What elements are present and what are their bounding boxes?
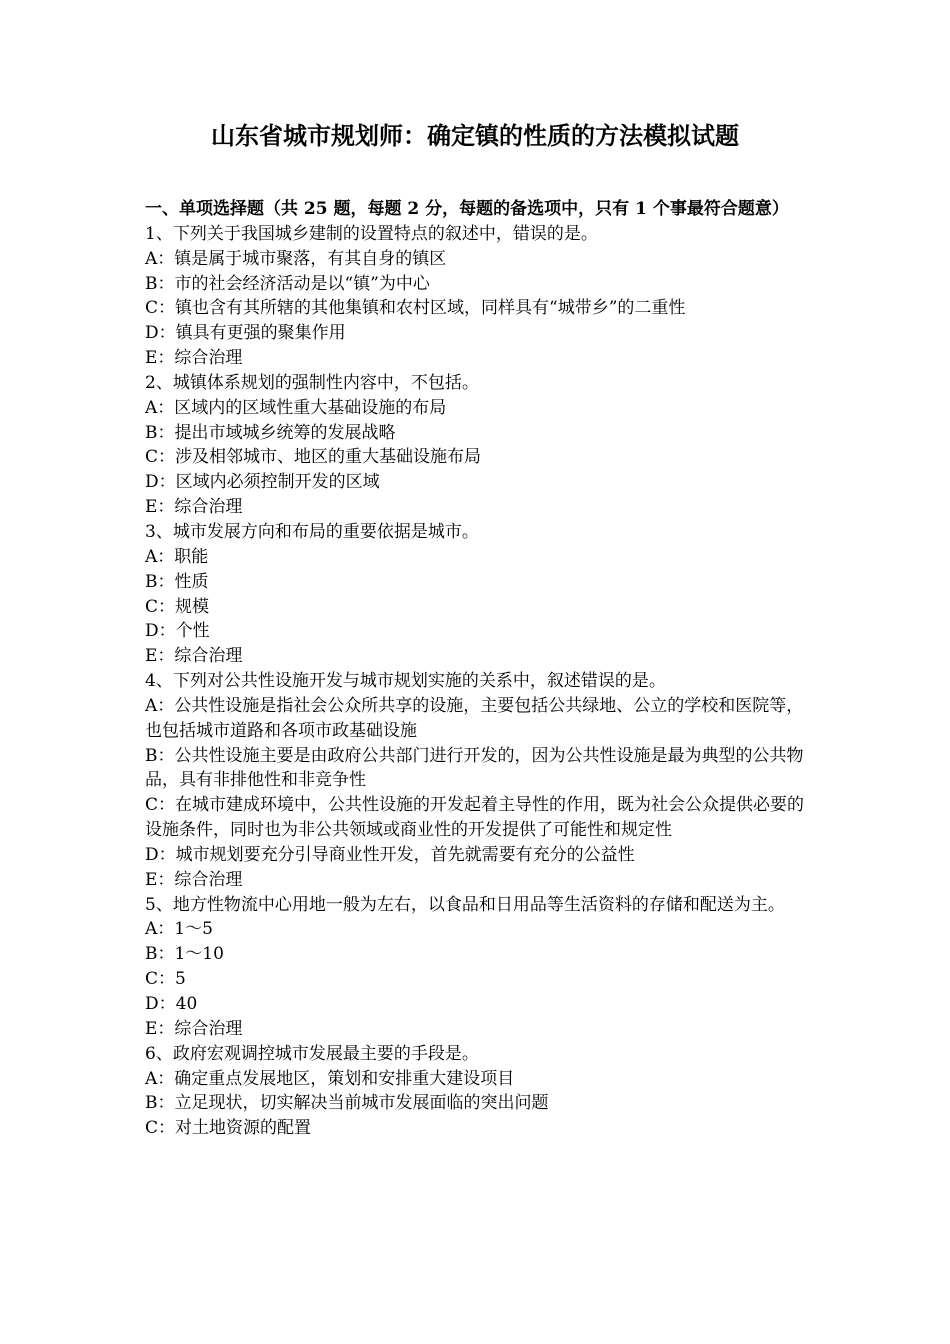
question-text: 1、下列关于我国城乡建制的设置特点的叙述中，错误的是。 (145, 223, 598, 244)
document-body (145, 197, 813, 1141)
option-e: E：综合治理 (145, 348, 243, 369)
option-a: A：确定重点发展地区，策划和安排重大建设项目 (145, 1068, 515, 1089)
option-a: A：1～5 (145, 919, 213, 940)
option-c: C：涉及相邻城市、地区的重大基础设施布局 (145, 447, 482, 468)
question-text: 5、地方性物流中心用地一般为左右，以食品和日用品等生活资料的存储和配送为主。 (145, 894, 785, 915)
question-4 (145, 669, 813, 893)
question-2 (145, 371, 813, 520)
question-5 (145, 893, 813, 1042)
option-b: B：市的社会经济活动是以“镇”为中心 (145, 273, 430, 294)
option-a: A：职能 (145, 546, 209, 567)
option-b: B：公共性设施主要是由政府公共部门进行开发的，因为公共性设施是最为典型的公共物品，具有非排他性和非竞争性 (145, 745, 804, 791)
option-b: B：提出市域城乡统筹的发展战略 (145, 422, 396, 443)
option-a: A：区域内的区域性重大基础设施的布局 (145, 397, 447, 418)
option-b: B：1～10 (145, 944, 224, 965)
option-c: C：对土地资源的配置 (145, 1118, 312, 1139)
option-d: D：城市规划要充分引导商业性开发，首先就需要有充分的公益性 (145, 844, 635, 865)
option-a: A：镇是属于城市聚落，有其自身的镇区 (145, 248, 447, 269)
option-c: C：规模 (145, 596, 210, 617)
option-e: E：综合治理 (145, 1018, 243, 1039)
option-a: A：公共性设施是指社会公众所共享的设施，主要包括公共绿地、公立的学校和医院等，也包括城市道路和各项市政基础设施 (145, 695, 804, 741)
option-c: C：在城市建成环境中，公共性设施的开发起着主导性的作用，既为社会公众提供必要的设施条件，同时也为非公共领域或商业性的开发提供了可能性和规定性 (145, 795, 805, 841)
question-text: 4、下列对公共性设施开发与城市规划实施的关系中，叙述错误的是。 (145, 671, 666, 692)
option-d: D：个性 (145, 621, 210, 642)
question-6 (145, 1042, 813, 1141)
option-d: D：40 (145, 994, 198, 1014)
option-c: C：镇也含有其所辖的其他集镇和农村区域，同样具有“城带乡”的二重性 (145, 298, 686, 319)
question-1 (145, 222, 813, 371)
option-c: C：5 (145, 969, 186, 990)
option-e: E：综合治理 (145, 646, 243, 667)
option-d: D：镇具有更强的聚集作用 (145, 323, 346, 344)
question-text: 3、城市发展方向和布局的重要依据是城市。 (145, 521, 479, 542)
page-title: 山东省城市规划师：确定镇的性质的方法模拟试题 (211, 121, 739, 150)
option-e: E：综合治理 (145, 869, 243, 890)
section-heading: 一、单项选择题（共 25 题，每题 2 分，每题的备选项中，只有 1 个事最符合题意） (145, 199, 789, 219)
option-b: B：性质 (145, 571, 209, 592)
option-e: E：综合治理 (145, 497, 243, 518)
question-text: 6、政府宏观调控城市发展最主要的手段是。 (145, 1043, 479, 1064)
question-text: 2、城镇体系规划的强制性内容中，不包括。 (145, 372, 479, 393)
option-b: B：立足现状，切实解决当前城市发展面临的突出问题 (145, 1093, 549, 1114)
option-d: D：区域内必须控制开发的区域 (145, 472, 380, 493)
question-3 (145, 520, 813, 669)
